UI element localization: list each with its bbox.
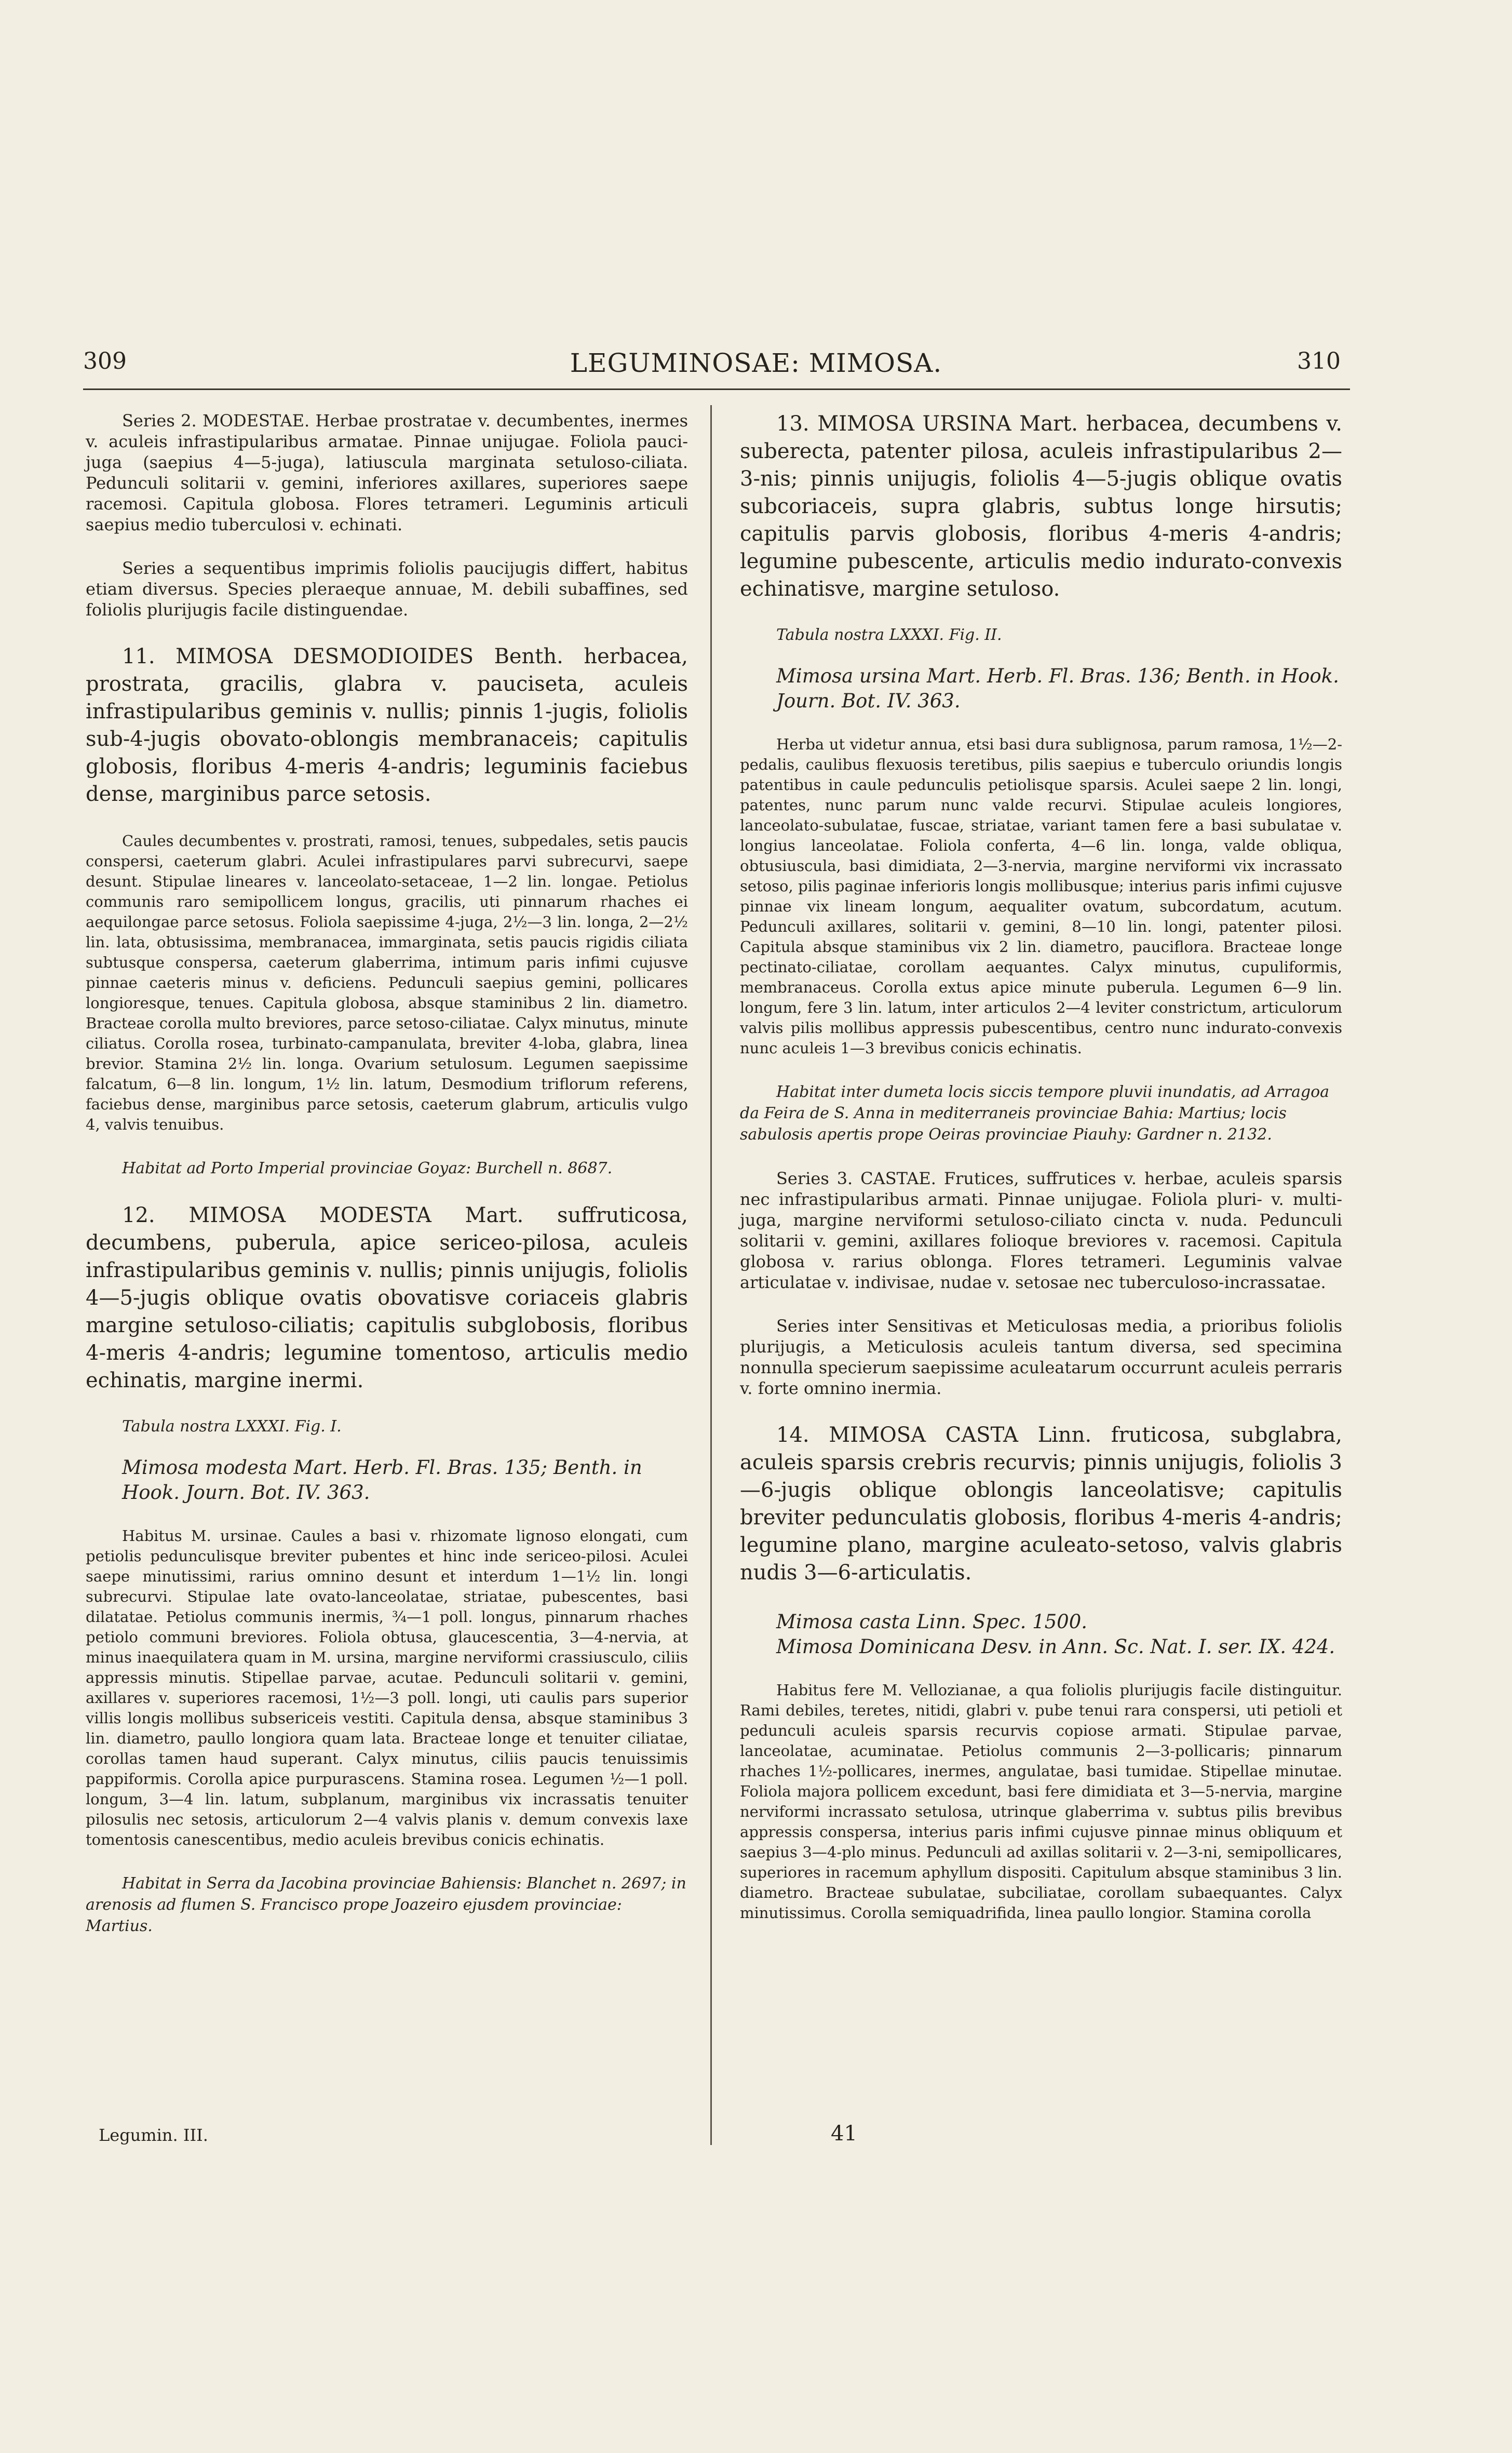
species-11-heading: 11. MIMOSA DESMODIOIDES Benth. herbacea, prostrata, gracilis, glabra v. pauciseta, aculeis infrastipularibus geminis v. nullis; pinnis 1-jugis, foliolis sub-4-jugis obovato-oblongis membranaceis; capitulis globosis, floribus 4-meris 4-andris; leguminis faciebus dense, marginibus parce setosis. [86,645,688,806]
series-2-description: Series 2. MODESTAE. Herbae prostratae v. decumbentes, inermes v. aculeis infrastipularibus armatae. Pinnae unijugae. Foliola pauci-juga (saepius 4—5-juga), latiuscula marginata setuloso-ciliata. Pedunculi solitarii v. gemini, inferiores axillares, superiores saepe racemosi. Capitula globosa. Flores tetrameri. Leguminis articuli saepius medio tuberculosi v. echinati. [86,411,688,534]
species-13-heading: 13. MIMOSA URSINA Mart. herbacea, decumbens v. suberecta, patenter pilosa, aculeis infrastipularibus 2—3-nis; pinnis unijugis, foliolis 4—5-jugis oblique ovatis subcoriaceis, supra glabris, subtus longe hirsutis; capitulis parvis globosis, floribus 4-meris 4-andris; legumine pubescente, articulis medio indurato-convexis echinatisve, margine setuloso. [740,412,1342,601]
signature-mark: Legumin. III. [99,2125,208,2145]
left-column [86,410,688,1960]
species-14-synonymy [776,1610,1342,1659]
species-14-heading: 14. MIMOSA CASTA Linn. fruticosa, subglabra, aculeis sparsis crebris recurvis; pinnis unijugis, foliolis 3—6-jugis oblique oblongis lanceolatisve; capitulis breviter pedunculatis globosis, floribus 4-meris 4-andris; legumine plano, margine aculeato-setoso, valvis glabris nudis 3—6-articulatis. [740,1423,1342,1585]
series-3-note: Series inter Sensitivas et Meticulosas media, a prioribus foliolis plurijugis, a Meticulosis aculeis tantum diversa, sed specimina nonnulla specierum saepissime aculeatarum occurrunt aculeis perraris v. forte omnino inermia. [740,1316,1342,1398]
header-rule [83,388,1350,390]
species-12-description: Habitus M. ursinae. Caules a basi v. rhizomate lignoso elongati, cum petiolis pedunculisque breviter pubentes et hinc inde sericeo-pilosi. Aculei saepe minutissimi, rarius omnino desunt et interdum 1—1½ lin. longi subrecurvi. Stipulae late ovato-lanceolatae, striatae, pubescentes, basi dilatatae. Petiolus communis inermis, ¾—1 poll. longus, pinnarum rhaches petiolo communi breviores. Foliola obtusa, glaucescentia, 3—4-nervia, at minus inaequilatera quam in M. ursina, margine nerviformi crassiusculo, ciliis appressis minutis. Stipellae parvae, acutae. Pedunculi solitarii v. gemini, axillares v. superiores racemosi, 1½—3 poll. longi, uti caulis pars superior villis longis mollibus subsericeis vestiti. Capitula densa, absque staminibus 3 lin. diametro, paullo longiora quam lata. Bracteae longe et tenuiter ciliatae, corollas tamen haud superant. Calyx minutus, ciliis paucis tenuissimis pappiformis. Corolla apice purpurascens. Stamina rosea. Legumen ½—1 poll. longum, 3—4 lin. latum, subplanum, marginibus vix incrassatis tenuiter pilosulis nec setosis, articulorum 2—4 valvis planis v. demum convexis laxe tomentosis canescentibus, medio aculeis brevibus conicis echinatis. [86,1527,688,1848]
species-12-heading: 12. MIMOSA MODESTA Mart. suffruticosa, decumbens, puberula, apice sericeo-pilosa, aculeis infrastipularibus geminis v. nullis; pinnis unijugis, foliolis 4—5-jugis oblique ovatis obovatisve coriaceis glabris margine setuloso-ciliatis; capitulis subglobosis, floribus 4-meris 4-andris; legumine tomentoso, articulis medio echinatis, margine inermi. [86,1203,688,1392]
species-13-description: Herba ut videtur annua, etsi basi dura sublignosa, parum ramosa, 1½—2-pedalis, caulibus flexuosis teretibus, pilis saepius e tuberculo oriundis longis patentibus in caule pedunculis petiolisque sparsis. Aculei saepe 2 lin. longi, patentes, nunc parum nunc valde recurvi. Stipulae aculeis longiores, lanceolato-subulatae, fuscae, striatae, variant tamen fere a basi subulatae v. longius lanceolatae. Foliola conferta, 4—6 lin. longa, valde obliqua, obtusiuscula, basi dimidiata, 2—3-nervia, margine nerviformi vix incrassato setoso, pilis paginae inferioris longis mollibusque; interius paris infimi cujusve pinnae vix lineam longum, aequaliter ovatum, subcordatum, acutum. Pedunculi axillares, solitarii v. gemini, 8—10 lin. longi, patenter pilosi. Capitula absque staminibus vix 2 lin. diametro, pauciflora. Bracteae longe pectinato-ciliatae, corollam aequantes. Calyx minutus, cupuliformis, membranaceus. Corolla extus apice minute puberula. Legumen 6—9 lin. longum, fere 3 lin. latum, inter articulos 2—4 leviter constrictum, articulorum valvis pilis mollibus appressis pubescentibus, centro nunc indurato-convexis nunc aculeis 1—3 brevibus conicis echinatis. [740,735,1342,1057]
species-14-synonym: Mimosa casta Linn. Spec. 1500. [776,1611,1088,1633]
species-12-habitat: Habitat in Serra da Jacobina provinciae Bahiensis: Blanchet n. 2697; in arenosis ad flumen S. Francisco prope Joazeiro ejusdem provinciae: Martius. [86,1874,686,1935]
sheet-number: 41 [831,2122,857,2146]
page-header [0,348,1512,379]
page-number-right: 310 [1297,348,1341,374]
column-divider [710,405,712,2145]
species-13-plate-reference: Tabula nostra LXXXI. Fig. II. [776,626,1002,644]
species-11-habitat: Habitat ad Porto Imperial provinciae Goyaz: Burchell n. 8687. [122,1159,613,1177]
species-13-habitat: Habitat inter dumeta locis siccis tempore pluvii inundatis, ad Arragoa da Feira de S. Anna in mediterraneis provinciae Bahia: Martius; locis sabulosis apertis prope Oeiras provinciae Piauhy: Gardner n. 2132. [740,1083,1330,1144]
species-11-description: Caules decumbentes v. prostrati, ramosi, tenues, subpedales, setis paucis conspersi, caeterum glabri. Aculei infrastipulares parvi subrecurvi, saepe desunt. Stipulae lineares v. lanceolato-setaceae, 1—2 lin. longae. Petiolus communis raro semipollicem longus, gracilis, uti pinnarum rhaches ei aequilongae parce setosus. Foliola saepissime 4-juga, 2½—3 lin. longa, 2—2½ lin. lata, obtusissima, membranacea, immarginata, setis paucis rigidis ciliata subtusque conspersa, caeterum glaberrima, intimum paris infimi cujusve pinnae caeteris minus v. deficiens. Pedunculi saepius gemini, pollicares longioresque, tenues. Capitula globosa, absque staminibus 2 lin. diametro. Bracteae corolla multo breviores, parce setoso-ciliatae. Calyx minutus, minute ciliatus. Corolla rosea, turbinato-campanulata, breviter 4-loba, glabra, linea brevior. Stamina 2½ lin. longa. Ovarium setulosum. Legumen saepissime falcatum, 6—8 lin. longum, 1½ lin. latum, Desmodium triflorum referens, faciebus dense, marginibus parce setosis, caeterum glabrum, articulis vulgo 4, valvis tenuibus. [86,832,688,1133]
right-column [740,410,1342,1946]
species-13-synonymy: Mimosa ursina Mart. Herb. Fl. Bras. 136; Benth. in Hook. Journ. Bot. IV. 363. [776,665,1339,712]
page-number-left: 309 [83,348,127,374]
running-title: LEGUMINOSAE: MIMOSA. [570,348,942,378]
species-12-plate-reference: Tabula nostra LXXXI. Fig. I. [122,1417,342,1436]
species-14-synonym: Mimosa Dominicana Desv. in Ann. Sc. Nat. I. ser. IX. 424. [776,1636,1335,1658]
series-2-note: Series a sequentibus imprimis foliolis paucijugis differt, habitus etiam diversus. Species pleraeque annuae, M. debili subaffines, sed foliolis plurijugis facile distinguendae. [86,558,688,620]
series-3-description: Series 3. CASTAE. Frutices, suffrutices v. herbae, aculeis sparsis nec infrastipularibus armati. Pinnae unijugae. Foliola pluri- v. multi-juga, margine nerviformi setuloso-ciliato cincta v. nuda. Pedunculi solitarii v. gemini, axillares folioque breviores v. racemosi. Capitula globosa v. rarius oblonga. Flores tetrameri. Leguminis valvae articulatae v. indivisae, nudae v. setosae nec tuberculoso-incrassatae. [740,1169,1342,1292]
species-14-description: Habitus fere M. Vellozianae, a qua foliolis plurijugis facile distinguitur. Rami debiles, teretes, nitidi, glabri v. pube tenui rara conspersi, uti petioli et pedunculi aculeis sparsis recurvis copiose armati. Stipulae parvae, lanceolatae, acuminatae. Petiolus communis 2—3-pollicaris; pinnarum rhaches 1½-pollicares, inermes, angulatae, basi tumidae. Stipellae minutae. Foliola majora pollicem excedunt, basi fere dimidiata et 3—5-nervia, margine nerviformi incrassato setulosa, utrinque glaberrima v. subtus pilis brevibus appressis conspersa, interius paris infimi cujusve pinnae minus obliquum et saepius 3—4-plo minus. Pedunculi ad axillas solitarii v. 2—3-ni, semipollicares, superiores in racemum aphyllum dispositi. Capitulum absque staminibus 3 lin. diametro. Bracteae subulatae, subciliatae, corollam subaequantes. Calyx minutissimus. Corolla semiquadrifida, linea paullo longior. Stamina corolla [740,1681,1342,1922]
species-12-synonymy: Mimosa modesta Mart. Herb. Fl. Bras. 135; Benth. in Hook. Journ. Bot. IV. 363. [122,1456,642,1504]
